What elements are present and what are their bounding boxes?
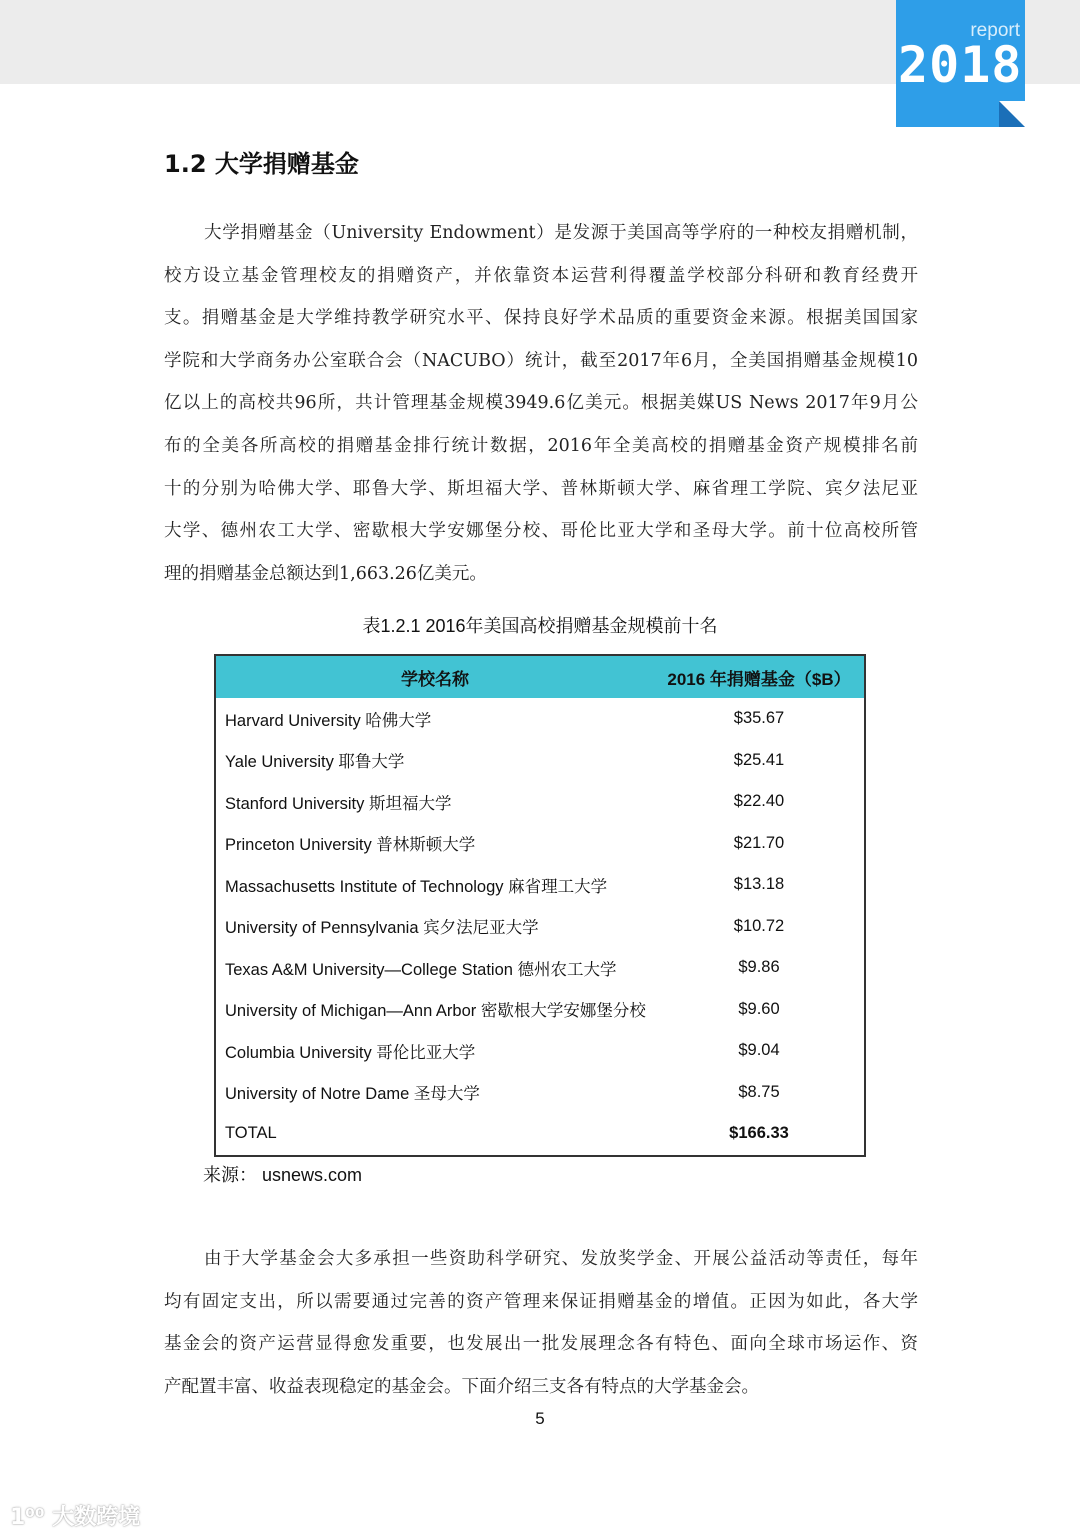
paragraph-line: 产配置丰富、收益表现稳定的基金会。下面介绍三支各有特点的大学基金会。 (164, 1376, 759, 1397)
logo-year-text: 2018 (898, 36, 1023, 94)
table-total-row (215, 1113, 865, 1156)
paragraph-line: 学院和大学商务办公室联合会（NACUBO）统计，截至2017年6月，全美国捐赠基金规模10 (164, 350, 918, 371)
endowment-table (214, 654, 866, 1157)
endowment-value: $10.72 (733, 916, 785, 935)
paragraph-line: 支。捐赠基金是大学维持教学研究水平、保持良好学术品质的重要资金来源。根据美国国家 (164, 308, 918, 329)
endowment-value: $25.41 (733, 750, 785, 769)
school-name: Harvard University 哈佛大学 (225, 711, 432, 730)
school-name: Columbia University 哥伦比亚大学 (225, 1043, 476, 1062)
section-title: 1.2 大学捐赠基金 (164, 150, 359, 178)
column-header-endowment: 2016 年捐赠基金（$B） (654, 655, 865, 698)
school-name: Princeton University 普林斯顿大学 (225, 836, 476, 855)
endowment-value: $13.18 (733, 875, 785, 894)
page-curl-icon (999, 101, 1025, 127)
report-2018-logo (896, 0, 1025, 127)
column-header-school: 学校名称 (215, 655, 654, 698)
table-row (215, 989, 865, 1031)
school-name: Yale University 耶鲁大学 (225, 753, 405, 772)
watermark-text: 大数跨境 (52, 1505, 141, 1530)
endowment-value: $9.86 (738, 958, 780, 977)
school-name: University of Notre Dame 圣母大学 (225, 1085, 480, 1104)
paragraph-line: 布的全美各所高校的捐赠基金排行统计数据，2016年全美高校的捐赠基金资产规模排名前 (164, 435, 918, 456)
table-row (215, 698, 865, 740)
endowment-value: $8.75 (738, 1082, 780, 1101)
paragraph-line: 均有固定支出，所以需要通过完善的资产管理来保证捐赠基金的增值。正因为如此，各大学 (164, 1291, 918, 1312)
total-label: TOTAL (225, 1124, 277, 1143)
total-value: $166.33 (729, 1124, 789, 1143)
paragraph-line: 理的捐赠基金总额达到1,663.26亿美元。 (164, 563, 487, 584)
school-name: University of Pennsylvania 宾夕法尼亚大学 (225, 919, 539, 938)
table-row (215, 781, 865, 823)
table-header-row (215, 655, 865, 698)
table-row (215, 864, 865, 906)
table-row (215, 1030, 865, 1072)
source-note: 来源： usnews.com (203, 1165, 363, 1185)
page-number: 5 (535, 1409, 545, 1428)
school-name: Texas A&M University—College Station 德州农工大学 (225, 960, 617, 979)
school-name: University of Michigan—Ann Arbor 密歇根大学安娜堡分校 (225, 1002, 646, 1021)
paragraph-line: 基金会的资产运营显得愈发重要，也发展出一批发展理念各有特色、面向全球市场运作、资 (164, 1334, 918, 1355)
endowment-value: $9.04 (738, 1041, 780, 1060)
table-caption: 表1.2.1 2016年美国高校捐赠基金规模前十名 (362, 616, 718, 636)
table-row (215, 740, 865, 782)
paragraph-line: 由于大学基金会大多承担一些资助科学研究、发放奖学金、开展公益活动等责任，每年 (204, 1249, 918, 1269)
paragraph-foundations (164, 1238, 918, 1408)
table-row (215, 947, 865, 989)
school-name: Massachusetts Institute of Technology 麻省理工大学 (225, 877, 608, 896)
paragraph-line: 十的分别为哈佛大学、耶鲁大学、斯坦福大学、普林斯顿大学、麻省理工学院、宾夕法尼亚 (164, 478, 918, 499)
watermark-logo: 1⁰⁰ 大数跨境 (10, 1505, 141, 1530)
paragraph-line: 大学捐赠基金（University Endowment）是发源于美国高等学府的一种校友捐赠机制， (204, 223, 918, 243)
paragraph-line: 亿以上的高校共96所，共计管理基金规模3949.6亿美元。根据美媒US News 2017年9月公 (164, 393, 918, 414)
endowment-value: $22.40 (733, 792, 785, 811)
logo-report-text: report (970, 20, 1020, 41)
endowment-value: $35.67 (733, 709, 785, 728)
table-row (215, 823, 865, 865)
endowment-value: $9.60 (738, 999, 780, 1018)
table-row (215, 906, 865, 948)
table-row (215, 1072, 865, 1114)
endowment-value: $21.70 (733, 833, 785, 852)
school-name: Stanford University 斯坦福大学 (225, 794, 452, 813)
paragraph-intro (164, 212, 918, 595)
paragraph-line: 大学、德州农工大学、密歇根大学安娜堡分校、哥伦比亚大学和圣母大学。前十位高校所管 (164, 521, 918, 542)
paragraph-line: 校方设立基金管理校友的捐赠资产，并依靠资本运营利得覆盖学校部分科研和教育经费开 (164, 265, 918, 286)
